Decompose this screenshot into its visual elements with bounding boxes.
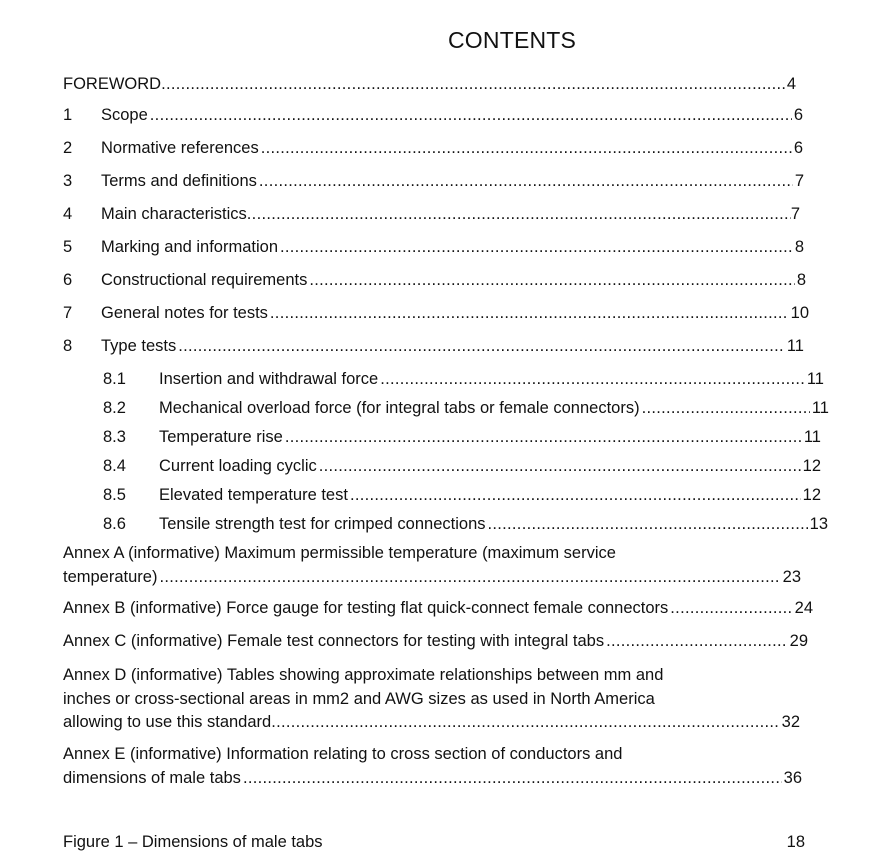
toc-entry-label: dimensions of male tabs xyxy=(63,769,241,787)
toc-entry-label: Mechanical overload force (for integral tabs or female connectors) xyxy=(159,399,640,417)
toc-subentry[interactable] xyxy=(103,428,821,450)
toc-entry-page: 7 xyxy=(790,205,800,223)
toc-entry[interactable] xyxy=(63,205,800,227)
leader-dots xyxy=(261,139,792,158)
toc-entry-number: 7 xyxy=(63,304,73,322)
toc-entry-number: 1 xyxy=(63,106,73,124)
leader-dots xyxy=(285,428,802,447)
toc-subentry[interactable] xyxy=(103,399,829,421)
toc-entry-number: 4 xyxy=(63,205,73,223)
toc-entry-number: 8.4 xyxy=(103,457,126,475)
toc-entry-label: Type tests xyxy=(101,337,177,355)
toc-entry[interactable] xyxy=(63,304,809,326)
toc-entry[interactable] xyxy=(63,139,803,161)
toc-entry-label: Elevated temperature test xyxy=(159,486,348,504)
toc-entry-page: 13 xyxy=(809,515,828,533)
toc-entry-page: 11 xyxy=(806,370,824,388)
toc-subentry[interactable] xyxy=(103,370,824,392)
toc-entry-number: 8.5 xyxy=(103,486,126,504)
leader-dots xyxy=(243,769,782,788)
toc-entry-page: 11 xyxy=(803,428,821,446)
leader-dots xyxy=(270,304,789,323)
toc-subentry[interactable] xyxy=(103,486,821,508)
leader-dots xyxy=(380,370,805,389)
toc-entry-label: Current loading cyclic xyxy=(159,457,317,475)
toc-entry[interactable] xyxy=(63,271,806,293)
toc-entry-number: 3 xyxy=(63,172,73,190)
leader-dots xyxy=(271,713,779,732)
toc-entry-page: 10 xyxy=(790,304,809,322)
toc-entry-label: Normative references xyxy=(101,139,259,157)
toc-entry-label: General notes for tests xyxy=(101,304,268,322)
toc-entry-page: 29 xyxy=(789,632,808,650)
toc-entry-foreword[interactable] xyxy=(63,75,796,97)
leader-dots xyxy=(150,106,792,125)
toc-annex-line: Annex E (informative) Information relating to cross section of conductors and xyxy=(63,745,623,763)
toc-entry-label: Annex C (informative) Female test connectors for testing with integral tabs xyxy=(63,632,605,650)
toc-entry-page: 24 xyxy=(794,599,813,617)
toc-entry-page: 18 xyxy=(786,833,805,851)
toc-entry-number: 8.2 xyxy=(103,399,126,417)
toc-entry-page: 4 xyxy=(786,75,796,93)
toc-annex-line: inches or cross-sectional areas in mm2 and AWG sizes as used in North America xyxy=(63,690,655,708)
toc-entry[interactable] xyxy=(63,337,804,359)
toc-annex[interactable] xyxy=(63,568,801,590)
toc-entry-label: Figure 1 – Dimensions of male tabs xyxy=(63,833,323,851)
leader-dots xyxy=(309,271,794,290)
toc-entry-number: 5 xyxy=(63,238,73,256)
toc-entry-page: 8 xyxy=(794,238,804,256)
toc-annex-line: Annex D (informative) Tables showing approximate relationships between mm and xyxy=(63,666,664,684)
leader-dots xyxy=(159,568,780,587)
toc-entry-label: Terms and definitions xyxy=(101,172,257,190)
toc-entry-number: 6 xyxy=(63,271,73,289)
toc-entry[interactable] xyxy=(63,238,804,260)
toc-figure[interactable] xyxy=(63,833,805,855)
toc-entry-page: 8 xyxy=(796,271,806,289)
toc-entry-number: 8.3 xyxy=(103,428,126,446)
toc-entry-page: 36 xyxy=(783,769,802,787)
toc-subentry[interactable] xyxy=(103,515,828,537)
leader-dots xyxy=(259,172,793,191)
toc-entry-label: Tensile strength test for crimped connections xyxy=(159,515,486,533)
toc-annex-line: Annex A (informative) Maximum permissible temperature (maximum service xyxy=(63,544,616,562)
toc-entry-number: 8.1 xyxy=(103,370,126,388)
toc-entry-label: Main characteristics xyxy=(101,205,247,223)
toc-entry-number: 2 xyxy=(63,139,73,157)
toc-entry-label: Marking and information xyxy=(101,238,279,256)
page-title: CONTENTS xyxy=(448,27,577,53)
toc-entry-page: 11 xyxy=(811,399,829,417)
toc-annex[interactable] xyxy=(63,769,802,791)
leader-dots xyxy=(488,515,808,534)
toc-entry-label: FOREWORD xyxy=(63,75,162,93)
toc-entry-number: 8 xyxy=(63,337,73,355)
toc-entry-number: 8.6 xyxy=(103,515,126,533)
toc-entry-page: 12 xyxy=(802,457,821,475)
toc-entry-page: 12 xyxy=(802,486,821,504)
toc-entry-label: Scope xyxy=(101,106,148,124)
leader-dots xyxy=(178,337,785,356)
toc-annex[interactable] xyxy=(63,713,800,735)
leader-dots xyxy=(319,457,801,476)
leader-dots xyxy=(350,486,801,505)
toc-annex[interactable] xyxy=(63,632,808,654)
toc-entry-page: 6 xyxy=(793,106,803,124)
toc-entry-page: 23 xyxy=(782,568,801,586)
toc-entry-page: 32 xyxy=(781,713,800,731)
toc-entry-label: Insertion and withdrawal force xyxy=(159,370,379,388)
leader-dots xyxy=(247,205,791,224)
toc-entry-label: temperature) xyxy=(63,568,158,586)
toc-entry-label: Temperature rise xyxy=(159,428,283,446)
leader-dots xyxy=(642,399,810,418)
toc-entry-label: Annex B (informative) Force gauge for testing flat quick-connect female connectors xyxy=(63,599,669,617)
leader-dots xyxy=(161,75,787,94)
leader-dots xyxy=(670,599,792,618)
toc-entry-page: 11 xyxy=(786,337,804,355)
toc-entry[interactable] xyxy=(63,172,804,194)
toc-entry[interactable] xyxy=(63,106,803,128)
leader-dots xyxy=(606,632,788,651)
toc-entry-page: 6 xyxy=(793,139,803,157)
leader-dots xyxy=(280,238,793,257)
toc-entry-page: 7 xyxy=(794,172,804,190)
toc-entry-label: allowing to use this standard xyxy=(63,713,272,731)
toc-subentry[interactable] xyxy=(103,457,821,479)
toc-entry-label: Constructional requirements xyxy=(101,271,308,289)
toc-annex[interactable] xyxy=(63,599,813,621)
